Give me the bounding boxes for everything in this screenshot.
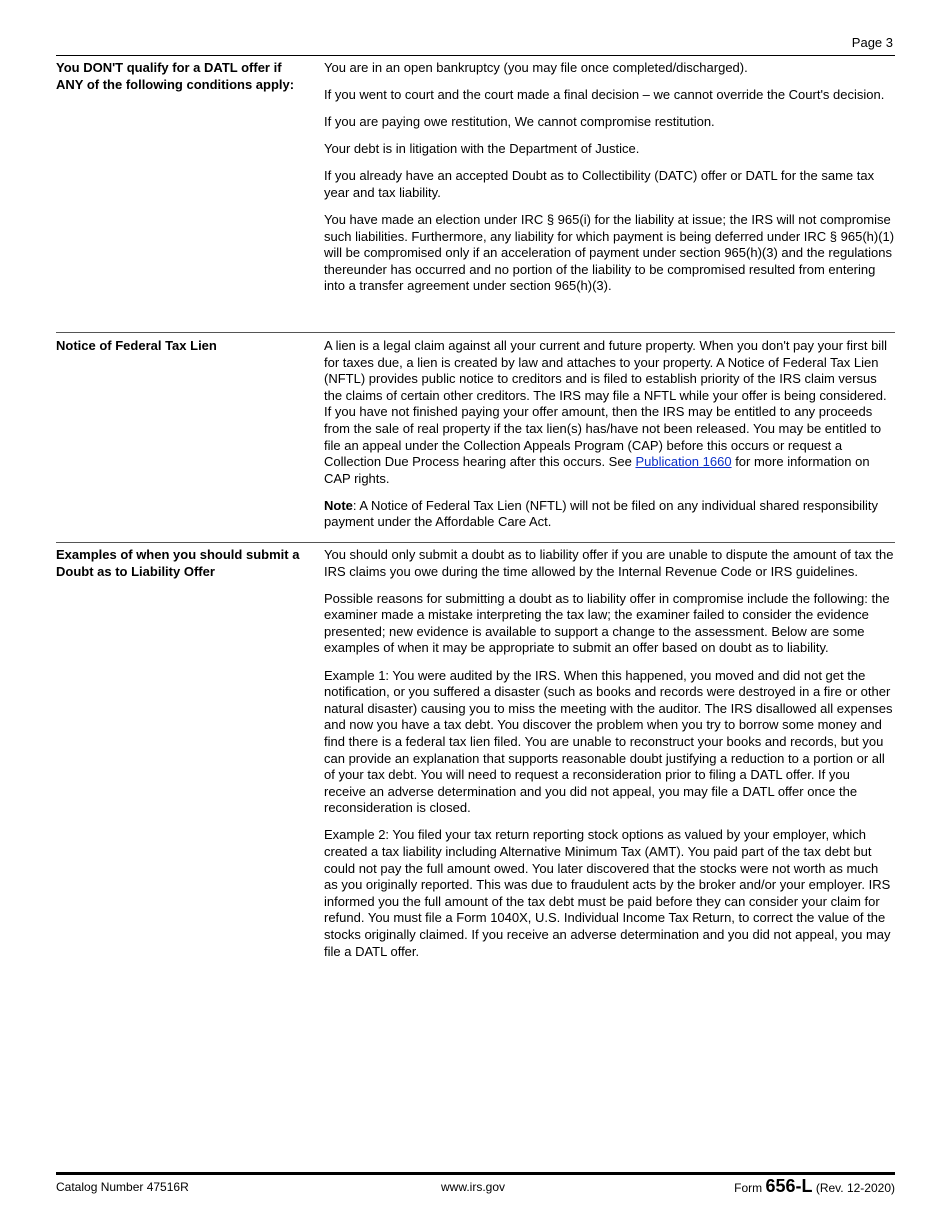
form-revision: (Rev. 12-2020) <box>812 1181 895 1195</box>
paragraph-text: for more information on CAP rights. <box>324 454 870 486</box>
section-body <box>324 338 895 542</box>
section-label: Notice of Federal Tax Lien <box>56 338 217 353</box>
publication-1660-link[interactable]: Publication 1660 <box>635 454 732 470</box>
top-rule <box>56 55 895 56</box>
paragraph: If you are paying owe restitution, We cannot compromise restitution. <box>324 114 715 130</box>
note-paragraph <box>324 498 895 531</box>
paragraph <box>324 338 895 487</box>
section-label: You DON'T qualify for a DATL offer if ANY of the following conditions apply: <box>56 60 295 92</box>
website: www.irs.gov <box>441 1180 506 1194</box>
paragraph: If you went to court and the court made a final decision – we cannot override the Court's decision. <box>324 87 885 103</box>
paragraph-text: A lien is a legal claim against all your current and future property. When you don't pay your first bill for taxes due, a lien is created by law and attaches to your property. A Notice of Federal Tax Lien (NFTL) provides public notice to creditors and is filed to establish priority of the IRS claim versus the claims of certain other creditors. The IRS may file a NFTL while your offer is being considered. If you have not finished paying your offer amount, then the IRS may be entitled to any proceeds from the sale of real property if the tax lien(s) has/have not been released. You may be entitled to file an appeal under the Collection Appeals Program (CAP) before this occurs or request a Collection Due Process hearing after this occurs. See <box>324 338 887 470</box>
paragraph: You have made an election under IRC § 965(i) for the liability at issue; the IRS will not compromise such liabilities. Furthermore, any liability for which payment is being deferred under IRC § 965(h)(1) will be compromised only if an acceleration of payment under section 965(h)(3) and the regulations thereunder has occurred and no portion of the liability to be compromised resulted from entering into a transfer agreement under section 965(h)(3). <box>324 212 895 294</box>
note-text: : A Notice of Federal Tax Lien (NFTL) will not be filed on any individual shared responsibility payment under the Affordable Care Act. <box>324 497 878 530</box>
paragraph: Example 1: You were audited by the IRS. When this happened, you moved and did not get the notification, or you suffered a disaster (such as books and records were destroyed in a fire or other natural disaster) causing you to miss the meeting with the auditor. The IRS disallowed all expenses and now you have a tax debt. You discover the problem when you try to borrow some money and find there is a federal tax lien filed. You are unable to reconstruct your books and records, but you can provide an explanation that supports reasonable doubt justifying a reduction to a portion or all of your tax debt. You will need to request a reconsideration prior to filing a DATL offer. If you receive an adverse determination and you did not appeal, you may file a DATL offer once the reconsideration is closed. <box>324 667 893 816</box>
form-prefix: Form <box>734 1181 766 1195</box>
form-number: 656-L <box>765 1176 813 1196</box>
section-body <box>324 60 895 306</box>
paragraph: If you already have an accepted Doubt as to Collectibility (DATC) offer or DATL for the same tax year and tax liability. <box>324 168 875 200</box>
catalog-number: Catalog Number 47516R <box>56 1180 189 1194</box>
footer-rule <box>56 1172 895 1175</box>
paragraph: Example 2: You filed your tax return reporting stock options as valued by your employer, which created a tax liability including Alternative Minimum Tax (AMT). You paid part of the tax debt but could not pay the full amount owed. You later discovered that the stocks were not worth as much as you originally reported. This was due to fraudulent acts by the broker and/or your employer. IRS informed you the full amount of the tax debt must be paid before they can consider your claim for refund. You must file a Form 1040X, U.S. Individual Income Tax Return, to correct the value of the stocks originally claimed. If you receive an adverse determination and you did not appeal, you may file a DATL offer. <box>324 827 891 959</box>
note-label: Note <box>324 497 353 513</box>
paragraph: You are in an open bankruptcy (you may file once completed/discharged). <box>324 60 748 75</box>
form-id <box>734 1176 895 1197</box>
section-divider <box>56 332 895 333</box>
paragraph: Your debt is in litigation with the Department of Justice. <box>324 141 640 157</box>
page-number: Page 3 <box>851 35 893 50</box>
paragraph: Possible reasons for submitting a doubt as to liability offer in compromise include the following: the examiner made a mistake interpreting the tax law; the examiner failed to consider the evidence presented; new evidence is available to support a change to the assessment. Below are some examples of when it may be appropriate to submit an offer based on doubt as to liability. <box>324 590 890 656</box>
paragraph: You should only submit a doubt as to liability offer if you are unable to dispute the amount of tax the IRS claims you owe during the time allowed by the Internal Revenue Code or IRS guidelines. <box>324 547 894 579</box>
section-label: Examples of when you should submit a Doubt as to Liability Offer <box>56 547 300 579</box>
section-body <box>324 547 895 971</box>
section-divider <box>56 542 895 543</box>
